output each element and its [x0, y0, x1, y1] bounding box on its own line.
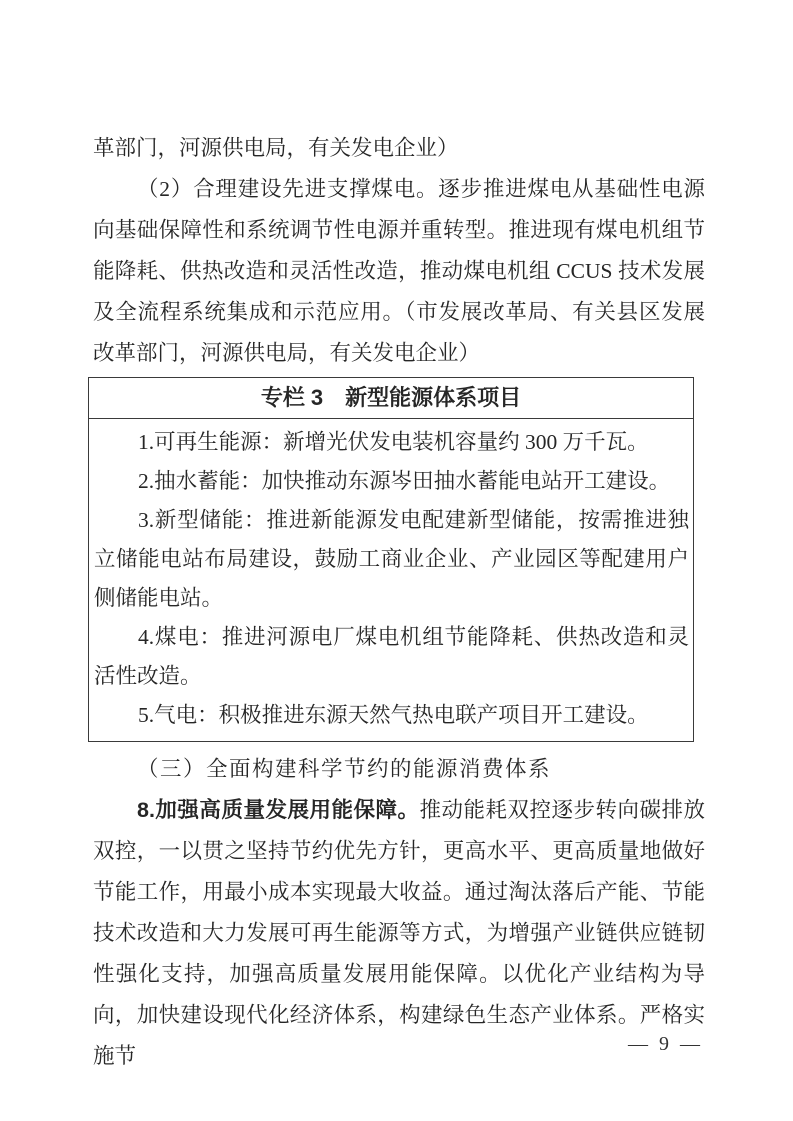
paragraph-coal-power: （2）合理建设先进支撑煤电。逐步推进煤电从基础性电源向基础保障性和系统调节性电源并重转型。推进现有煤电机组节能降耗、供热改造和灵活性改造，推动煤电机组 CCUS 技术发展及全流程系统集成和示范应用。（市发展改革局、有关县区发展改革部门，河源供电局，有关发电企业） [93, 177, 705, 365]
special-column-body [89, 419, 693, 741]
paragraph-energy-guarantee [93, 790, 705, 1077]
paragraph-continuation: 革部门，河源供电局，有关发电企业） [93, 136, 459, 160]
special-column-box [88, 377, 694, 742]
box-item-pumped-storage: 2.抽水蓄能：加快推动东源岑田抽水蓄能电站开工建设。 [138, 469, 671, 493]
paragraph-8-body: 推动能耗双控逐步转向碳排放双控，一以贯之坚持节约优先方针，更高水平、更高质量地做好节能工作，用最小成本实现最大收益。通过淘汰落后产能、节能技术改造和大力发展可再生能源等方式，为增强产业链供应链韧性强化支持，加强高质量发展用能保障。以优化产业结构为导向，加快建设现代化经济体系，构建绿色生态产业体系。严格实施节 [93, 798, 705, 1068]
section-heading: （三）全面构建科学节约的能源消费体系 [137, 757, 552, 781]
special-column-title: 专栏 3 新型能源体系项目 [89, 378, 693, 419]
document-content [93, 128, 705, 1077]
box-item-gas-power: 5.气电：积极推进东源天然气热电联产项目开工建设。 [138, 703, 649, 727]
page-number: — 9 — [628, 1033, 703, 1055]
box-item-renewables: 1.可再生能源：新增光伏发电装机容量约 300 万千瓦。 [138, 430, 649, 454]
box-item-new-storage: 3.新型储能：推进新能源发电配建新型储能，按需推进独立储能电站布局建设，鼓励工商业企业、产业园区等配建用户侧储能电站。 [94, 508, 689, 610]
box-item-coal-power: 4.煤电：推进河源电厂煤电机组节能降耗、供热改造和灵活性改造。 [94, 625, 689, 688]
paragraph-8-bold-lead: 8.加强高质量发展用能保障。 [137, 798, 420, 822]
